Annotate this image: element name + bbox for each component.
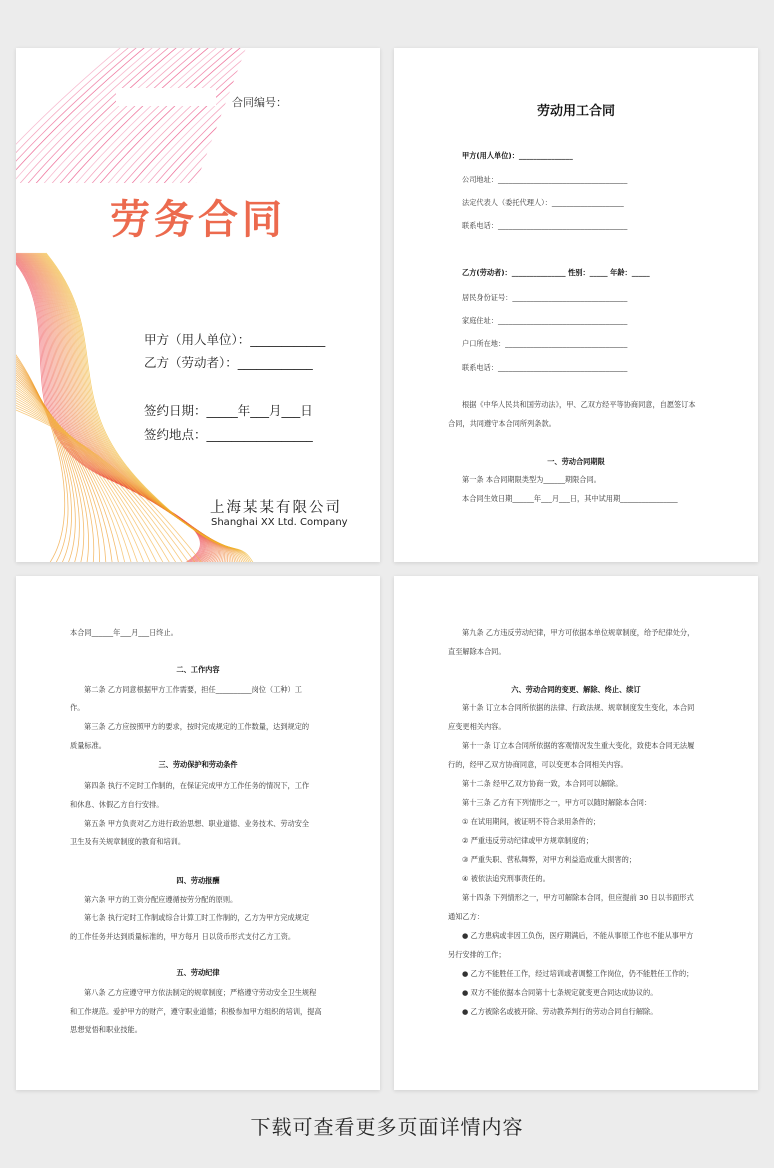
text-line: 家庭住址：____________________________________ [462,316,628,325]
party-b-field: 乙方（劳动者）：____________ [144,355,313,370]
text-line: 第九条 乙方违反劳动纪律，甲方可依据本单位规章制度，给予纪律处分， [462,628,695,637]
text-line: 第七条 执行定时工作制或综合计算工时工作制的，乙方为甲方完成规定 [84,913,310,922]
footer-more-pages-text: 下载可查看更多页面详情内容 [250,1115,524,1139]
section-heading: 四、劳动报酬 [176,876,220,885]
top-hatch-pattern [16,48,380,188]
text-line: 本合同生效日期______年___月___日，其中试用期________________ [462,494,678,503]
text-line: 第五条 甲方负责对乙方进行政治思想、职业道德、业务技术、劳动安全 [84,819,310,828]
text-line: ② 严重违反劳动纪律或甲方规章制度的； [462,836,593,845]
text-line: 甲方(用人单位)：_______________ [462,151,573,160]
text-line: 思想觉悟和职业技能。 [70,1025,142,1034]
text-line: 第十四条 下列情形之一，甲方可解除本合同，但应提前 30 日以书面形式 [462,893,694,902]
text-line: 本合同______年___月___日终止。 [70,628,178,637]
document-page-3 [16,576,380,1090]
text-line: 作。 [70,703,85,712]
text-line: 第十三条 乙方有下列情形之一，甲方可以随时解除本合同： [462,798,652,807]
document-page-4 [394,576,758,1090]
text-line: 的工作任务并达到质量标准的，甲方每月 日以货币形式支付乙方工资。 [70,932,296,941]
text-line: 直至解除本合同。 [448,647,506,656]
section-heading: 一、劳动合同期限 [547,457,605,466]
text-line: ● 乙方患病或非因工负伤，医疗期满后，不能从事原工作也不能从事甲方 [462,931,694,940]
text-line: ● 双方不能依据本合同第十七条规定就变更合同达成协议的。 [462,988,658,997]
document-title: 劳动用工合同 [536,104,615,119]
text-line: 第十条 订立本合同所依据的法律、行政法规、规章制度发生变化，本合同 [462,703,695,712]
text-line: 应变更相关内容。 [448,722,506,731]
text-line: 乙方(劳动者)：_______________ 性别：_____ 年龄：_____ [462,268,650,277]
text-line: 第十一条 订立本合同所依据的客观情况发生重大变化，致使本合同无法履 [462,741,695,750]
text-line: 公司地址：____________________________________ [462,175,628,184]
text-line: 通知乙方： [448,912,484,921]
text-line: 第一条 本合同期限类型为______期限合同。 [462,475,601,484]
text-line: 户口所在地：__________________________________ [462,339,628,348]
text-line: ● 乙方被除名或被开除、劳动教养判行的劳动合同自行解除。 [462,1007,658,1016]
party-a-field: 甲方（用人单位）：____________ [144,332,326,347]
text-line: 另行安排的工作； [448,950,506,959]
company-name-cn: 上海某某有限公司 [210,500,342,516]
section-heading: 六、劳动合同的变更、解除、终止、续订 [511,685,641,694]
sign-date-field: 签约日期：_____年___月___日 [144,403,313,418]
company-name-en: Shanghai XX Ltd. Company [211,517,348,528]
section-heading: 二、工作内容 [176,665,220,674]
contract-number-label: 合同编号： [232,96,287,109]
text-line: ● 乙方不能胜任工作，经过培训或者调整工作岗位，仍不能胜任工作的； [462,969,694,978]
text-line: 第十二条 经甲乙双方协商一致，本合同可以解除。 [462,779,623,788]
section-heading: 五、劳动纪律 [176,968,220,977]
text-line: 和工作规范。爱护甲方的财产，遵守职业道德；积极参加甲方组织的培训，提高 [70,1007,322,1016]
text-line: 质量标准。 [70,741,106,750]
text-line: ③ 严重失职、营私舞弊，对甲方利益造成重大损害的； [462,855,637,864]
text-line: 合同，共同遵守本合同所列条款。 [448,419,556,428]
text-line: 第二条 乙方同意根据甲方工作需要，担任__________岗位（工种）工 [84,685,302,694]
text-line: 第三条 乙方应按照甲方的要求，按时完成规定的工作数量，达到规定的 [84,722,310,731]
text-line: 第六条 甲方的工资分配应遵循按劳分配的原则。 [84,895,238,904]
text-line: ④ 被依法追究刑事责任的。 [462,874,550,883]
cover-page [16,48,380,562]
sign-place-field: 签约地点：_________________ [144,427,313,442]
cover-title: 劳务合同 [110,196,286,243]
text-line: 第四条 执行不定时工作制的，在保证完成甲方工作任务的情况下，工作 [84,781,310,790]
cover-decoration [16,48,380,562]
text-line: 联系电话：____________________________________ [462,363,628,372]
document-page-2 [394,48,758,562]
text-line: 行的，经甲乙双方协商同意，可以变更本合同相关内容。 [448,760,628,769]
text-line: 根据《中华人民共和国劳动法》，甲、乙双方经平等协商同意，自愿签订本 [462,400,696,409]
text-line: 联系电话：____________________________________ [462,221,628,230]
text-line: 和休息、休假乙方自行安排。 [70,800,164,809]
text-line: 居民身份证号：________________________________ [462,293,628,302]
text-line: 卫生及有关规章制度的教育和培训。 [70,837,186,846]
text-line: ① 在试用期间，被证明不符合录用条件的； [462,817,601,826]
section-heading: 三、劳动保护和劳动条件 [158,760,238,769]
text-line: 第八条 乙方应遵守甲方依法制定的规章制度；严格遵守劳动安全卫生规程 [84,988,317,997]
text-line: 法定代表人（委托代理人）：____________________ [462,198,624,207]
